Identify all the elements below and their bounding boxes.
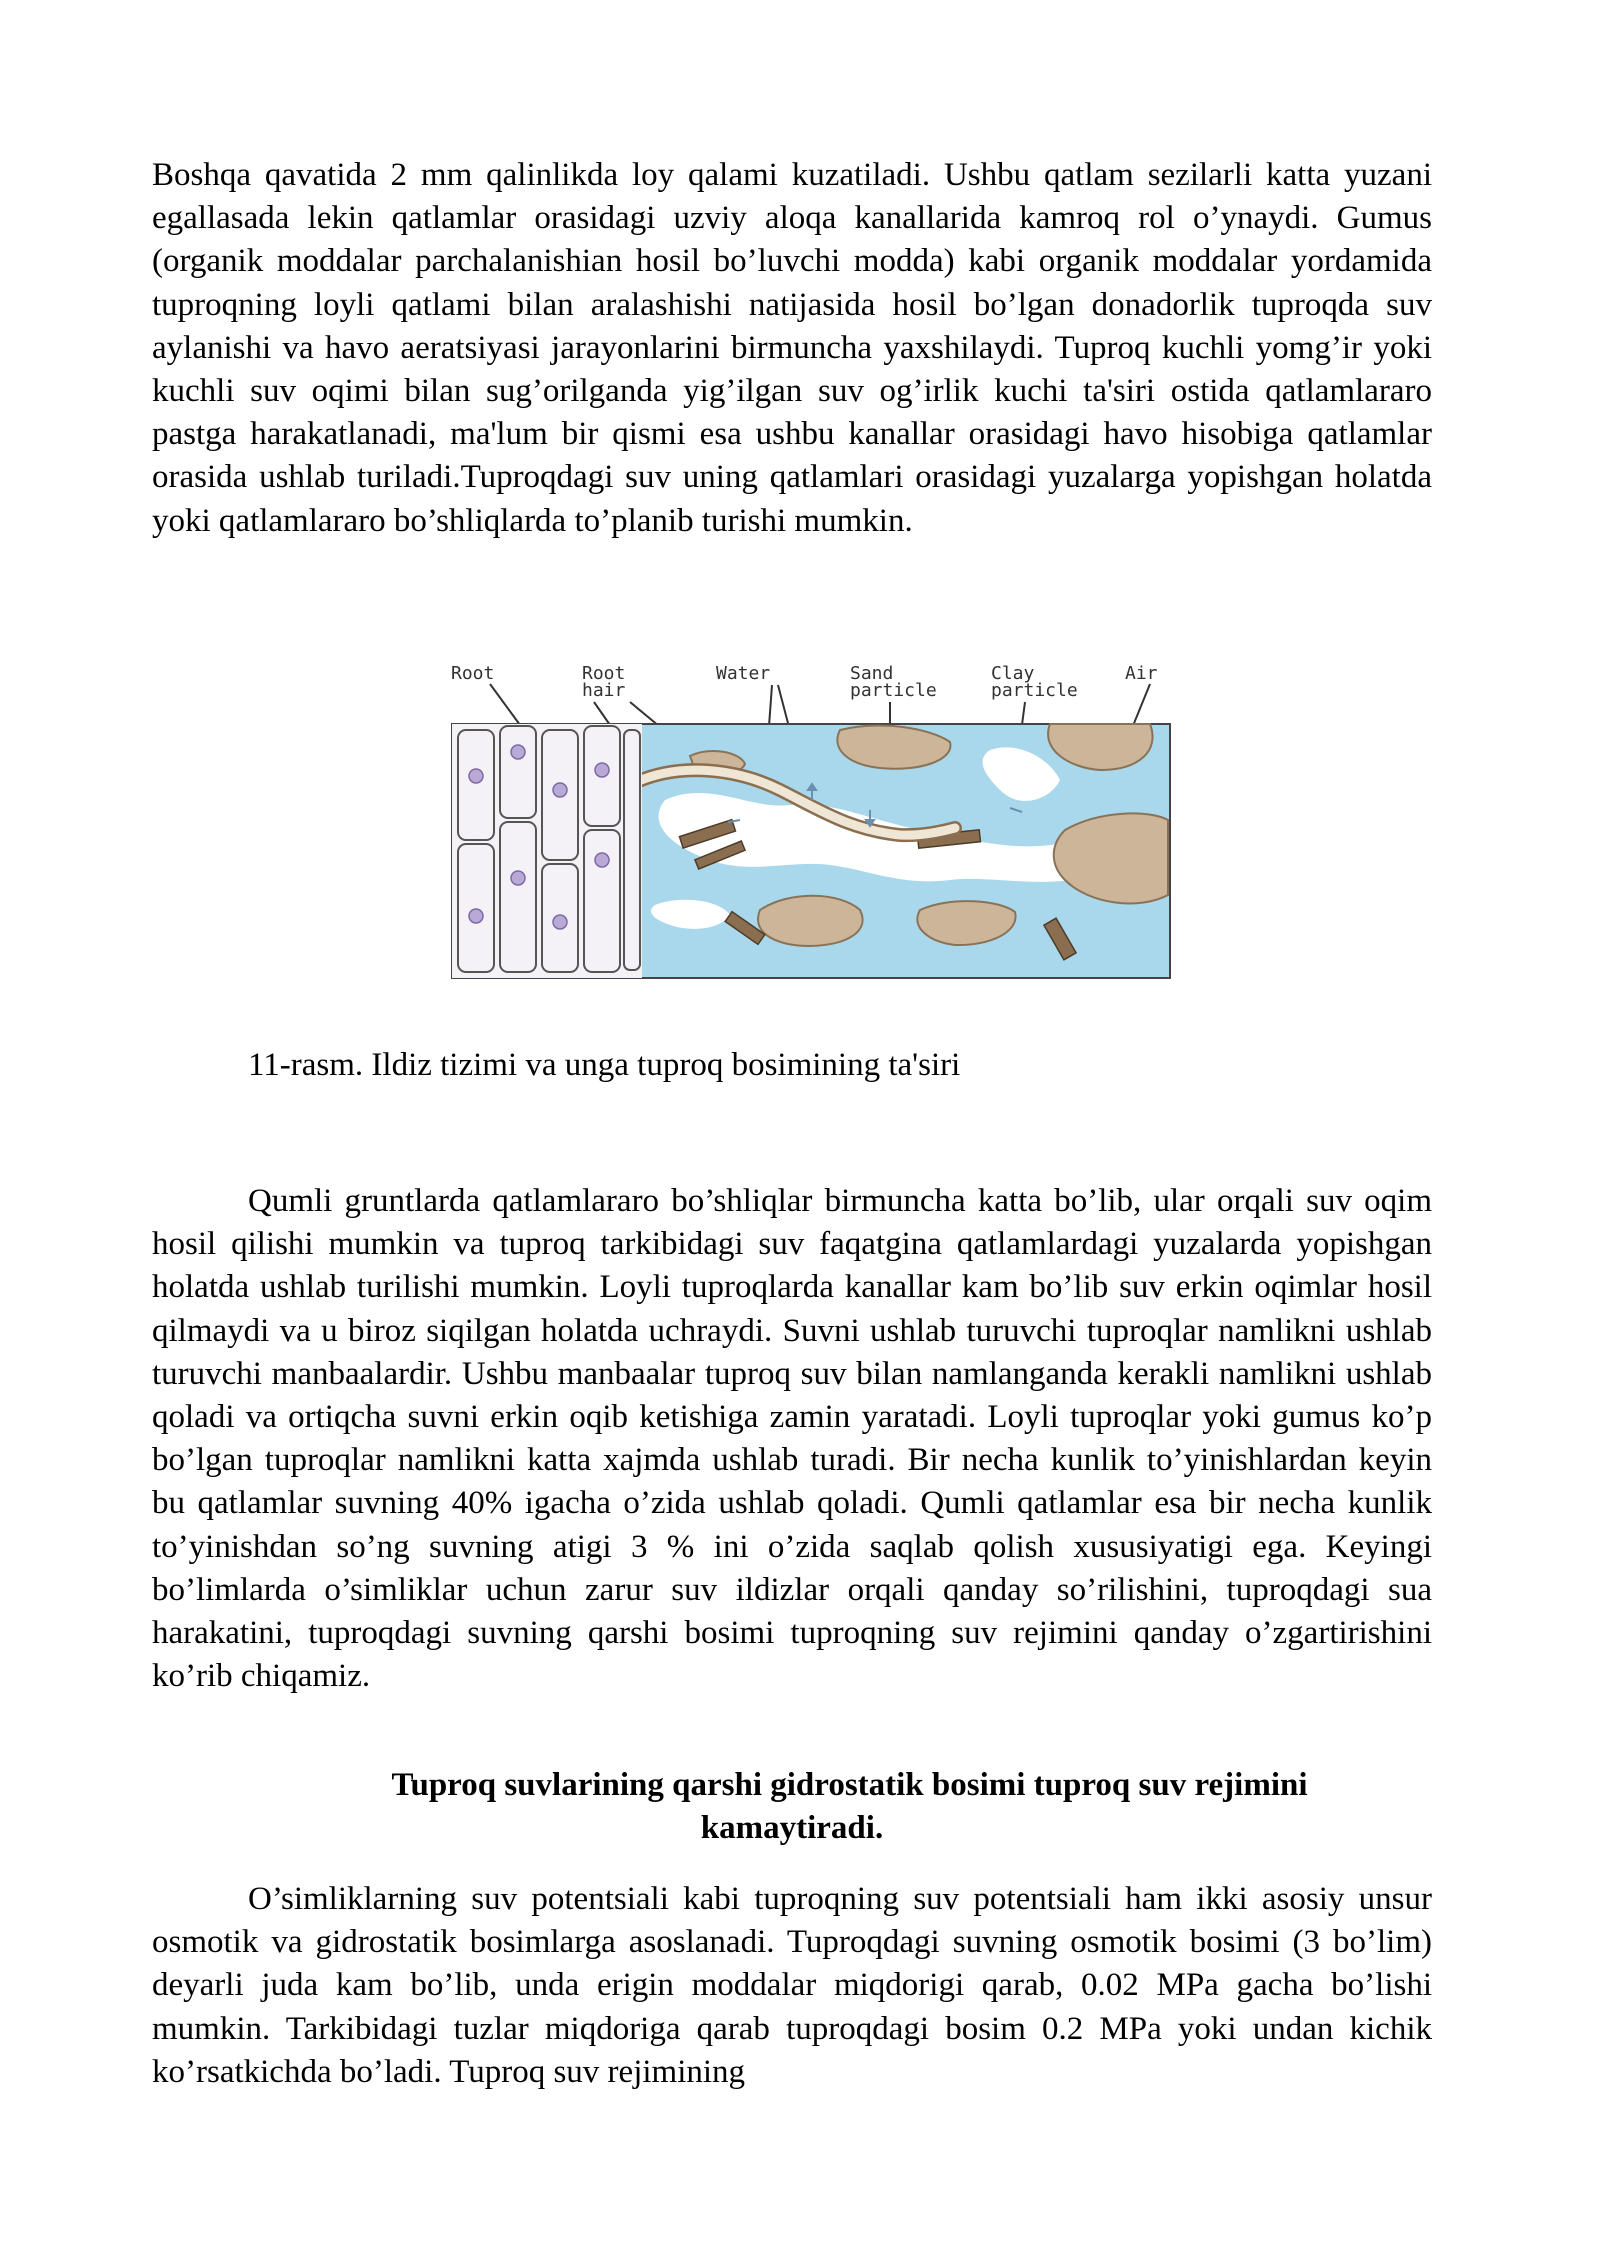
label-sand-2: particle: [850, 680, 937, 701]
figure-caption: 11-rasm. Ildiz tizimi va unga tuproq bosimining ta'siri: [248, 1047, 961, 1083]
root-soil-figure: [450, 660, 1172, 980]
label-air: Air: [1125, 663, 1158, 684]
root-cells: [452, 724, 642, 978]
paragraph-2: [152, 1180, 1432, 1698]
paragraph-3: [152, 1878, 1432, 2094]
paragraph-1: [152, 154, 1432, 543]
heading-line-2: kamaytiradi.: [700, 1810, 884, 1846]
paragraph-2-text: Qumli gruntlarda qatlamlararo bo’shliqlar birmuncha katta bo’lib, ular orqali suv oqim hosil qilishi mumkin va tuproq tarkibidagi suv faqatgina qatlamlardagi yuzalarda yopishgan holatda ushlab turilishi mumkin. Loyli tuproqlarda kanallar kam bo’lib suv erkin oqimlar hosil qilmaydi va u biroz siqilgan holatda uchraydi. Suvni ushlab turuvchi tuproqlar namlikni ushlab turuvchi manbaalardir. Ushbu manbaalar tuproq suv bilan namlanganda kerakli namlikni ushlab qoladi va ortiqcha suvni erkin oqib ketishiga zamin yaratadi. Loyli tuproqlar yoki gumus ko’p bo’lgan tuproqlar namlikni katta xajmda ushlab turadi. Bir necha kunlik to’yinishlardan keyin bu qatlamlar suvning 40% igacha o’zida ushlab qoladi. Qumli qatlamlar esa bir necha kunlik to’yinishdan so’ng suvning atigi 3 % ini o’zida saqlab qolish xususiyatigi ega. Keyingi bo’limlarda o’simliklar uchun zarur suv ildizlar orqali qanday so’rilishini, tuproqdagi sua harakatini, tuproqdagi suvning qarshi bosimi tuproqning suv rejimini qanday o’zgartirishini ko’rib chiqamiz.: [152, 1183, 1432, 1695]
root-soil-illustration: [450, 660, 1172, 980]
section-heading: [152, 1764, 1432, 1850]
label-root: Root: [451, 663, 495, 684]
label-clay-2: particle: [991, 680, 1078, 701]
label-root-hair-1: Root: [582, 663, 626, 684]
label-root-hair-2: hair: [582, 680, 626, 701]
label-sand-1: Sand: [850, 663, 894, 684]
paragraph-3-text: O’simliklarning suv potentsiali kabi tuproqning suv potentsiali ham ikki asosiy unsur osmotik va gidrostatik bosimlarga asoslanadi. Tuproqdagi suvning osmotik bosimi (3 bo’lim) deyarli juda kam bo’lib, unda erigin moddalar miqdorigi qarab, 0.02 MPa gacha bo’lishi mumkin. Tarkibidagi tuzlar miqdoriga qarab tuproqdagi bosim 0.2 MPa yoki undan kichik ko’rsatkichda bo’ladi. Tuproq suv rejimining: [152, 1881, 1432, 2090]
label-water: Water: [716, 663, 771, 684]
paragraph-1-text: Boshqa qavatida 2 mm qalinlikda loy qalami kuzatiladi. Ushbu qatlam sezilarli katta yuzani egallasada lekin qatlamlar orasidagi uzviy aloqa kanallarida kamroq rol o’ynaydi. Gumus (organik moddalar parchalanishian hosil bo’luvchi modda) kabi organik moddalar yordamida tuproqning loyli qatlami bilan aralashishi natijasida hosil bo’lgan donadorlik tuproqda suv aylanishi va havo aeratsiyasi jarayonlarini birmuncha yaxshilaydi. Tuproq kuchli yomg’ir yoki kuchli suv oqimi bilan sug’orilganda yig’ilgan suv og’irlik kuchi ta'siri ostida qatlamlararo pastga harakatlanadi, ma'lum bir qismi esa ushbu kanallar orasidagi havo hisobiga qatlamlar orasida ushlab turiladi.Tuproqdagi suv uning qatlamlari orasidagi yuzalarga yopishgan holatda yoki qatlamlararo bo’shliqlarda to’planib turishi mumkin.: [152, 157, 1432, 539]
label-clay-1: Clay: [991, 663, 1035, 684]
heading-line-1: Tuproq suvlarining qarshi gidrostatik bosimi tuproq suv rejimini: [391, 1767, 1308, 1803]
